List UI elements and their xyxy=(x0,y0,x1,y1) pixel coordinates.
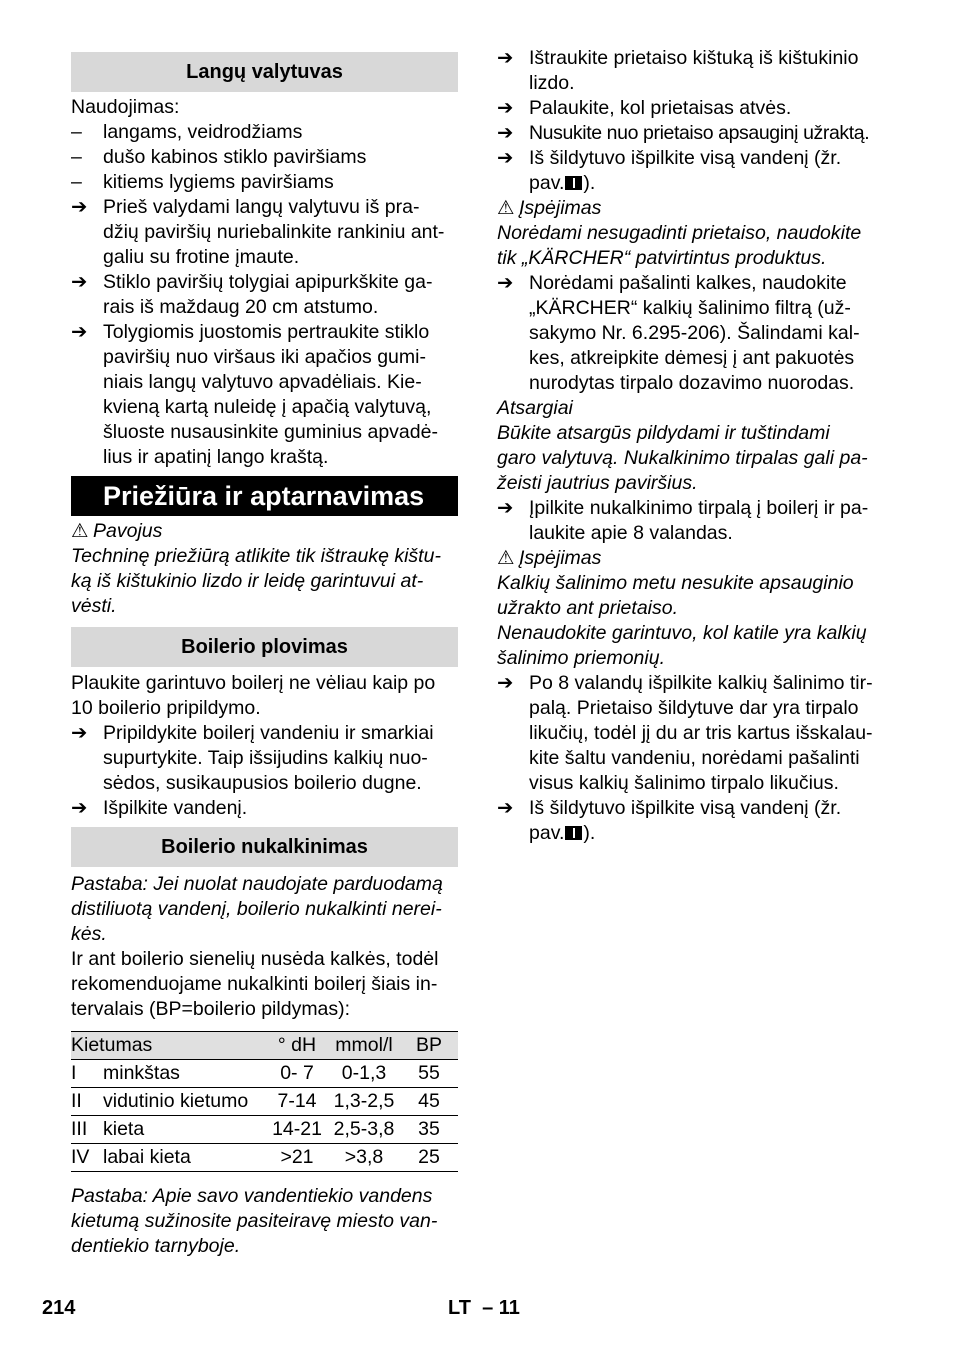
table-row: III kieta 14-21 2,5-3,8 35 xyxy=(71,1116,458,1144)
usage-label: Naudojimas: xyxy=(71,96,180,118)
table-row: I minkštas 0- 7 0-1,3 55 xyxy=(71,1060,458,1088)
warning-text: Norėdami nesugadinti prietaiso, naudokite tik „KÄRCHER“ patvirtintus produktus. xyxy=(497,222,862,269)
arrow-list-item: ➔ Palaukite, kol prietaisas atvės. xyxy=(497,97,792,119)
arrow-list-item: ➔ Nusukite nuo prietaiso apsauginį užraktą. xyxy=(497,122,870,144)
arrow-list-item: ➔ Išpilkite vandenį. xyxy=(71,797,248,819)
hardness-table xyxy=(71,1031,458,1172)
table-row: II vidutinio kietumo 7-14 1,3-2,5 45 xyxy=(71,1088,458,1116)
arrow-icon: ➔ xyxy=(497,797,514,819)
dash-list-item: – langams, veidrodžiams xyxy=(71,121,303,143)
page-number: 214 xyxy=(42,1297,76,1319)
dash-list-item: – dušo kabinos stiklo paviršiams xyxy=(71,146,367,168)
arrow-icon: ➔ xyxy=(497,47,514,69)
note-distilled: Pastaba: Jei nuolat naudojate parduodamą distiliuotą vandenį, boilerio nukalkinti nerei- kės. xyxy=(71,873,443,945)
warning-triangle-icon: ⚠ xyxy=(71,520,89,542)
table-row: IV labai kieta >21 >3,8 25 xyxy=(71,1144,458,1172)
section-title-window-cleaner: Langų valytuvas xyxy=(71,52,458,92)
page-reference: LT – 11 xyxy=(448,1297,520,1319)
arrow-list-item: ➔ Norėdami pašalinti kalkes, naudokite „KÄRCHER“ kalkių šalinimo filtrą (už- sakymo Nr. 6.295-206). Šalindami kal- kes, atkreipkite dėmesį į ant pakuotės nurodytas tirpalo dozavimo nuorodas. xyxy=(497,272,860,394)
left-column xyxy=(71,46,458,1259)
main-section-title: Priežiūra ir aptarnavimas xyxy=(71,476,458,516)
boiler-text: Plaukite garintuvo boilerį ne vėliau kaip po 10 boilerio pripildymo. xyxy=(71,672,436,719)
arrow-list-item: ➔ Iš šildytuvo išpilkite visą vandenį (žr. pav. ). xyxy=(497,797,842,844)
arrow-icon: ➔ xyxy=(71,797,88,819)
warning-label: ⚠ Įspėjimas xyxy=(497,547,602,569)
figure-reference-icon xyxy=(565,176,582,190)
arrow-icon: ➔ xyxy=(71,321,88,343)
arrow-list-item: ➔ Pripildykite boilerį vandeniu ir smarkiai supurtykite. Taip išsijudins kalkių nuo- sėdos, susikaupusios boilerio dugne. xyxy=(71,722,434,794)
arrow-icon: ➔ xyxy=(497,97,514,119)
arrow-list-item: ➔ Iš šildytuvo išpilkite visą vandenį (žr. pav. ). xyxy=(497,147,842,194)
right-column xyxy=(497,46,889,846)
arrow-icon: ➔ xyxy=(497,147,514,169)
arrow-list-item: ➔ Ištraukite prietaiso kištuką iš kištukinio lizdo. xyxy=(497,47,859,94)
warning-label: ⚠ Įspėjimas xyxy=(497,197,602,219)
note-water-hardness: Pastaba: Apie savo vandentiekio vandens kietumą sužinosite pasiteiravę miesto van- dentiekio tarnyboje. xyxy=(71,1185,438,1257)
arrow-icon: ➔ xyxy=(497,497,514,519)
arrow-list-item: ➔ Tolygiomis juostomis pertraukite stiklo paviršių nuo viršaus iki apačios gumi- niais langų valytuvo apvadėliais. Kie- kvieną kartą nuleidę į apačią valytuvą, šluoste nusausinkite guminius apvadė- lius ir apatinį lango kraštą. xyxy=(71,321,438,468)
section-title-boiler-flushing: Boilerio plovimas xyxy=(71,627,458,667)
warning-triangle-icon: ⚠ xyxy=(497,547,515,569)
arrow-list-item: ➔ Stiklo paviršių tolygiai apipurkškite ga- rais iš maždaug 20 cm atstumo. xyxy=(71,271,433,318)
caution-text: Būkite atsargūs pildydami ir tuštindami garo valytuvą. Nukalkinimo tirpalas gali pa- žeisti jautrius paviršius. xyxy=(497,422,868,494)
arrow-icon: ➔ xyxy=(497,672,514,694)
arrow-icon: ➔ xyxy=(71,196,88,218)
arrow-icon: ➔ xyxy=(497,272,514,294)
figure-reference-icon xyxy=(565,826,582,840)
warning-text: Kalkių šalinimo metu nesukite apsauginio užrakto ant prietaiso. Nenaudokite garintuvo, kol katile yra kalkių šalinimo priemonių. xyxy=(497,572,867,669)
arrow-icon: ➔ xyxy=(71,271,88,293)
dash-list-item: – kitiems lygiems paviršiams xyxy=(71,171,334,193)
table-header-row: Kietumas ° dH mmol/l BP xyxy=(71,1032,458,1060)
danger-label: ⚠ Pavojus xyxy=(71,520,163,542)
caution-label: Atsargiai xyxy=(497,397,573,419)
section-title-descaling: Boilerio nukalkinimas xyxy=(71,827,458,867)
arrow-icon: ➔ xyxy=(497,122,514,144)
arrow-list-item: ➔ Po 8 valandų išpilkite kalkių šalinimo tir- palą. Prietaiso šildytuve dar yra tirpalo likučių, todėl jį du ar tris kartus išskalau- kite šaltu vandeniu, norėdami pašalinti visus kalkių šalinimo tirpalo likučius. xyxy=(497,672,873,794)
arrow-list-item: ➔ Įpilkite nukalkinimo tirpalą į boilerį ir pa- laukite apie 8 valandas. xyxy=(497,497,869,544)
arrow-list-item: ➔ Prieš valydami langų valytuvu iš pra- džių paviršių nuriebalinkite rankiniu ant- galiu su frotine įmaute. xyxy=(71,196,445,268)
descale-intro: Ir ant boilerio sienelių nusėda kalkės, todėl rekomenduojame nukalkinti boilerį šiais in- tervalais (BP=boilerio pildymas): xyxy=(71,948,439,1020)
warning-triangle-icon: ⚠ xyxy=(497,197,515,219)
danger-text: Techninę priežiūrą atlikite tik ištraukę kištu- ką iš kištukinio lizdo ir leidę garintuvui at- vėsti. xyxy=(71,545,441,617)
arrow-icon: ➔ xyxy=(71,722,88,744)
